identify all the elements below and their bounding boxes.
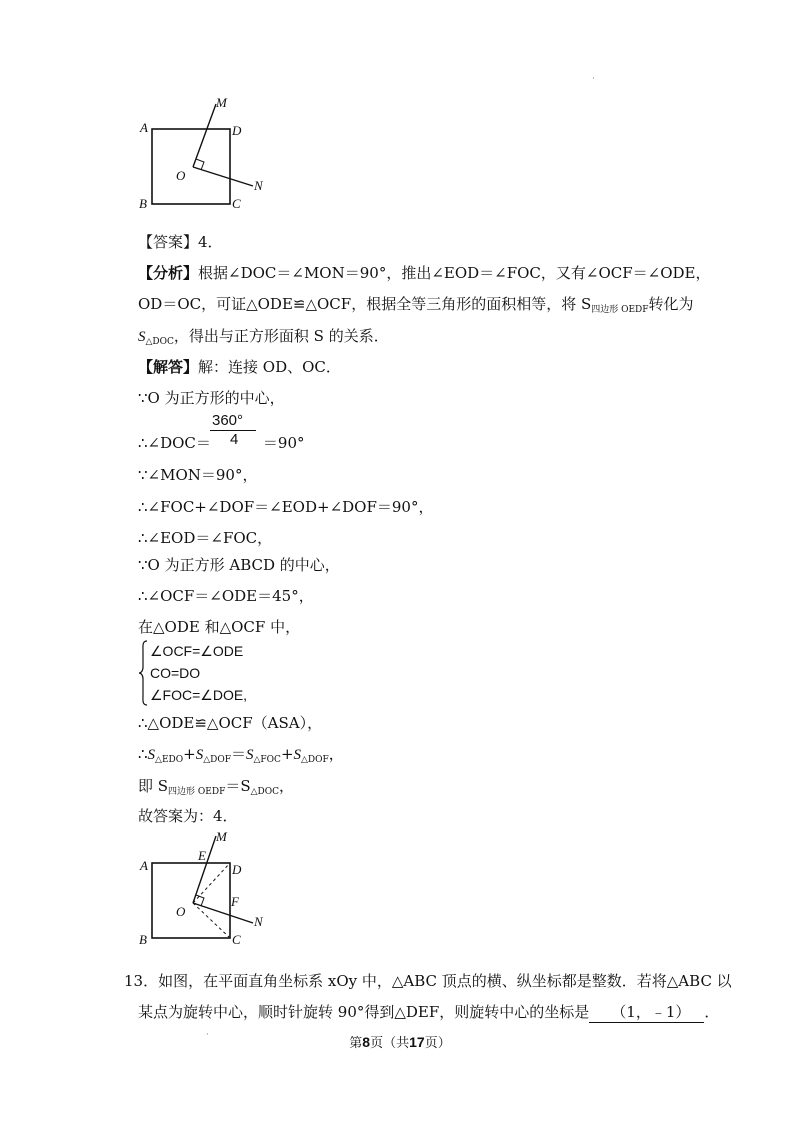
- solution-step-8: 在△ODE 和△OCF 中，: [138, 618, 301, 636]
- solution-step-3: ∵∠MON＝90°，: [138, 466, 258, 484]
- area-term-3: S: [246, 747, 254, 763]
- plus-2: +: [280, 745, 294, 763]
- label-b: B: [139, 196, 147, 211]
- label-n-2: N: [254, 914, 263, 929]
- question-13-text: 某点为旋转中心，顺时针旋转 90°得到△DEF，则旋转中心的坐标是: [138, 1003, 590, 1021]
- square-rotation-figure-1: [136, 92, 276, 217]
- area-sub-4: △DOF: [301, 755, 329, 765]
- stray-dot-2: ·: [206, 1030, 209, 1040]
- system-rows: [150, 640, 247, 706]
- ray-om-2: [193, 836, 216, 903]
- answer-value: 4．: [198, 233, 223, 251]
- step-10-end: ，: [328, 745, 344, 763]
- square-abcd-2: [152, 863, 230, 938]
- system-row-1: ∠OCF=∠ODE: [150, 643, 244, 659]
- step-10-prefix: ∴: [138, 745, 148, 763]
- equals: ＝: [230, 745, 246, 763]
- solution-step-6: ∵O 为正方形 ABCD 的中心，: [138, 556, 340, 574]
- total-pages: 17: [409, 1034, 425, 1050]
- solution-step-1: ∵O 为正方形的中心，: [138, 389, 285, 407]
- label-e-2: E: [198, 848, 206, 863]
- step-11-eq: ＝S: [225, 777, 251, 795]
- step-2-pre: ∴∠DOC＝: [138, 434, 211, 452]
- label-o: O: [176, 168, 186, 183]
- area-term-1: S: [147, 747, 156, 763]
- label-d-2: D: [232, 862, 242, 877]
- step-11-sub-1: 四边形 OEDF: [168, 787, 226, 797]
- step-11-sub-2: △DOC: [250, 787, 280, 797]
- label-d: D: [232, 123, 242, 138]
- left-brace: [138, 640, 148, 706]
- analysis-end-2: 转化为: [648, 295, 694, 313]
- area-term-4: S: [293, 747, 302, 763]
- answer-line: [138, 232, 223, 252]
- plus-1: +: [183, 745, 196, 763]
- solution-intro: 解：连接 OD、OC．: [198, 358, 341, 376]
- label-c-2: C: [232, 932, 241, 947]
- square-abcd: [152, 129, 230, 204]
- label-a: A: [140, 120, 148, 135]
- analysis-text-1: 根据∠DOC＝∠MON＝90°，推出∠EOD＝∠FOC，又有∠OCF＝∠ODE，: [198, 264, 711, 282]
- solution-step-11: [138, 776, 294, 802]
- system-row-3: ∠FOC=∠DOE,: [150, 687, 248, 703]
- solution-step-7: ∴∠OCF＝∠ODE＝45°，: [138, 587, 314, 605]
- solution-step-5: ∴∠EOD＝∠FOC，: [138, 529, 273, 547]
- footer-pre: 第: [349, 1036, 363, 1051]
- segment-oc-dashed: [193, 903, 230, 938]
- label-a-2: A: [140, 858, 148, 873]
- label-c: C: [232, 196, 241, 211]
- label-o-2: O: [176, 904, 186, 919]
- solution-step-2: [138, 433, 305, 453]
- analysis-sub-3: △DOC: [145, 337, 174, 347]
- footer-post: 页）: [424, 1036, 451, 1051]
- area-sub-3: △FOC: [253, 755, 281, 765]
- square-rotation-figure-2: [136, 826, 276, 951]
- answer-tag: 【答案】: [138, 233, 199, 251]
- solution-step-10: [138, 744, 344, 770]
- area-term-2: S: [195, 747, 204, 763]
- footer-mid: 页（共: [370, 1036, 410, 1051]
- analysis-s: S: [138, 329, 146, 345]
- page-number: 8: [362, 1034, 371, 1050]
- solution-step-9: ∴△ODE≌△OCF（ASA），: [138, 714, 323, 732]
- solution-intro-line: [138, 357, 341, 377]
- segment-od-dashed: [193, 863, 230, 903]
- ray-om: [193, 104, 216, 167]
- analysis-line-2: [138, 294, 694, 320]
- stray-dot: ·: [592, 74, 595, 84]
- fraction-numerator: 360°: [212, 412, 244, 429]
- question-13-end: ．: [704, 1003, 720, 1021]
- analysis-end-3: ，得出与正方形面积 S 的关系．: [173, 327, 389, 345]
- analysis-tag: 【分析】: [138, 264, 199, 282]
- area-sub-1: △EDO: [155, 755, 184, 765]
- solution-conclusion: 故答案为：4．: [138, 807, 238, 825]
- analysis-text-2: OD＝OC，可证△ODE≌△OCF，根据全等三角形的面积相等，将 S: [138, 295, 592, 313]
- analysis-sub-2: 四边形 OEDF: [591, 305, 649, 315]
- question-13-answer-blank: （1，﹣1）: [589, 1002, 704, 1023]
- question-13-line-2: [138, 1002, 719, 1023]
- analysis-line-1: [138, 263, 711, 283]
- step-11-end: ，: [279, 777, 295, 795]
- page-footer: [0, 1032, 800, 1051]
- step-2-post: ＝90°: [262, 434, 305, 452]
- solution-step-4: ∴∠FOC+∠DOF＝∠EOD+∠DOF＝90°，: [138, 498, 434, 516]
- question-13-line-1: 13．如图，在平面直角坐标系 xOy 中，△ABC 顶点的横、纵坐标都是整数．若将△ABC 以: [124, 972, 732, 990]
- step-11-prefix: 即 S: [138, 777, 169, 795]
- area-sub-2: △DOF: [203, 755, 231, 765]
- ray-on: [193, 167, 253, 186]
- analysis-line-3: [138, 326, 389, 352]
- label-m: M: [216, 95, 227, 110]
- label-m-2: M: [216, 829, 227, 844]
- fraction-denominator: 4: [230, 431, 239, 448]
- system-row-2: CO=DO: [150, 665, 201, 681]
- ray-on-2: [193, 903, 253, 923]
- label-f-2: F: [231, 894, 239, 909]
- solution-tag: 【解答】: [138, 358, 199, 376]
- label-b-2: B: [139, 932, 147, 947]
- label-n: N: [254, 178, 263, 193]
